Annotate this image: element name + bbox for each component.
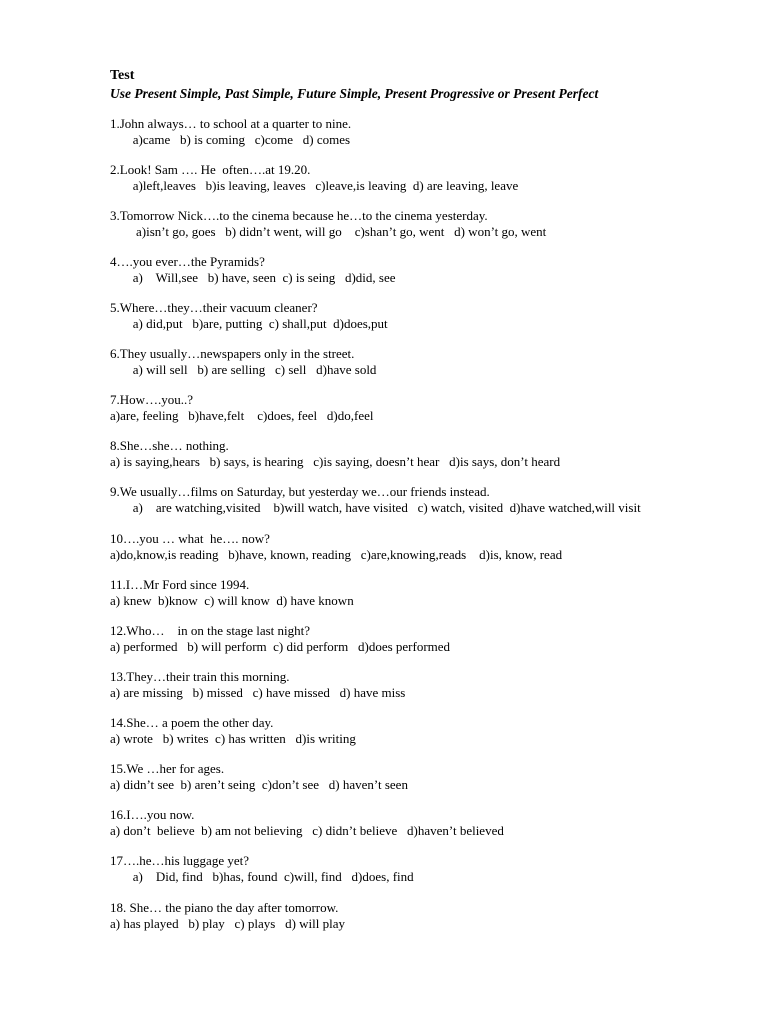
question-3 <box>110 208 750 240</box>
question-stem: 14.She… a poem the other day. <box>110 715 274 730</box>
answer-options: a) Did, find b)has, found c)will, find d)does, find <box>110 869 414 884</box>
question-stem: 10….you … what he…. now? <box>110 531 270 546</box>
question-7 <box>110 392 750 424</box>
answer-options: a) knew b)know c) will know d) have known <box>110 593 354 608</box>
question-stem: 15.We …her for ages. <box>110 761 225 776</box>
answer-options: a) wrote b) writes c) has written d)is writing <box>110 731 356 746</box>
question-13 <box>110 669 750 701</box>
question-stem: 1.John always… to school at a quarter to nine. <box>110 116 352 131</box>
answer-options: a) Will,see b) have, seen c) is seing d)did, see <box>110 270 396 285</box>
test-instruction: Use Present Simple, Past Simple, Future Simple, Present Progressive or Present Perfect <box>110 86 599 101</box>
question-stem: 7.How….you..? <box>110 392 194 407</box>
answer-options: a) will sell b) are selling c) sell d)have sold <box>110 362 377 377</box>
question-6 <box>110 346 750 378</box>
question-16 <box>110 807 750 839</box>
question-1 <box>110 116 750 148</box>
answer-options: a) has played b) play c) plays d) will play <box>110 916 346 931</box>
question-15 <box>110 761 750 793</box>
question-12 <box>110 623 750 655</box>
question-stem: 16.I….you now. <box>110 807 195 822</box>
question-9 <box>110 484 750 516</box>
question-stem: 12.Who… in on the stage last night? <box>110 623 311 638</box>
answer-options: a) are watching,visited b)will watch, have visited c) watch, visited d)have watched,will visit <box>110 500 641 515</box>
question-stem: 18. She… the piano the day after tomorrow. <box>110 900 339 915</box>
question-17 <box>110 853 750 885</box>
question-11 <box>110 577 750 609</box>
answer-options: a)came b) is coming c)come d) comes <box>110 132 351 147</box>
question-stem: 6.They usually…newspapers only in the street. <box>110 346 355 361</box>
answer-options: a)isn’t go, goes b) didn’t went, will go c)shan’t go, went d) won’t go, went <box>110 224 547 239</box>
answer-options: a)are, feeling b)have,felt c)does, feel d)do,feel <box>110 408 374 423</box>
question-stem: 13.They…their train this morning. <box>110 669 290 684</box>
question-2 <box>110 162 750 194</box>
question-8 <box>110 438 750 470</box>
question-stem: 17….he…his luggage yet? <box>110 853 249 868</box>
answer-options: a)left,leaves b)is leaving, leaves c)leave,is leaving d) are leaving, leave <box>110 178 519 193</box>
answer-options: a) is saying,hears b) says, is hearing c)is saying, doesn’t hear d)is says, don’t heard <box>110 454 561 469</box>
question-14 <box>110 715 750 747</box>
answer-options: a) are missing b) missed c) have missed d) have miss <box>110 685 406 700</box>
question-stem: 11.I…Mr Ford since 1994. <box>110 577 250 592</box>
page-title: Test <box>110 68 135 83</box>
answer-options: a) did,put b)are, putting c) shall,put d)does,put <box>110 316 388 331</box>
question-stem: 4….you ever…the Pyramids? <box>110 254 265 269</box>
answer-options: a)do,know,is reading b)have, known, reading c)are,knowing,reads d)is, know, read <box>110 547 563 562</box>
question-stem: 3.Tomorrow Nick….to the cinema because he…to the cinema yesterday. <box>110 208 488 223</box>
question-18 <box>110 900 750 932</box>
answer-options: a) don’t believe b) am not believing c) didn’t believe d)haven’t believed <box>110 823 504 838</box>
question-5 <box>110 300 750 332</box>
question-4 <box>110 254 750 286</box>
question-stem: 2.Look! Sam …. He often….at 19.20. <box>110 162 311 177</box>
question-stem: 5.Where…they…their vacuum cleaner? <box>110 300 318 315</box>
question-stem: 9.We usually…films on Saturday, but yesterday we…our friends instead. <box>110 484 490 499</box>
question-stem: 8.She…she… nothing. <box>110 438 229 453</box>
answer-options: a) performed b) will perform c) did perform d)does performed <box>110 639 451 654</box>
answer-options: a) didn’t see b) aren’t seing c)don’t see d) haven’t seen <box>110 777 408 792</box>
question-10 <box>110 531 750 563</box>
